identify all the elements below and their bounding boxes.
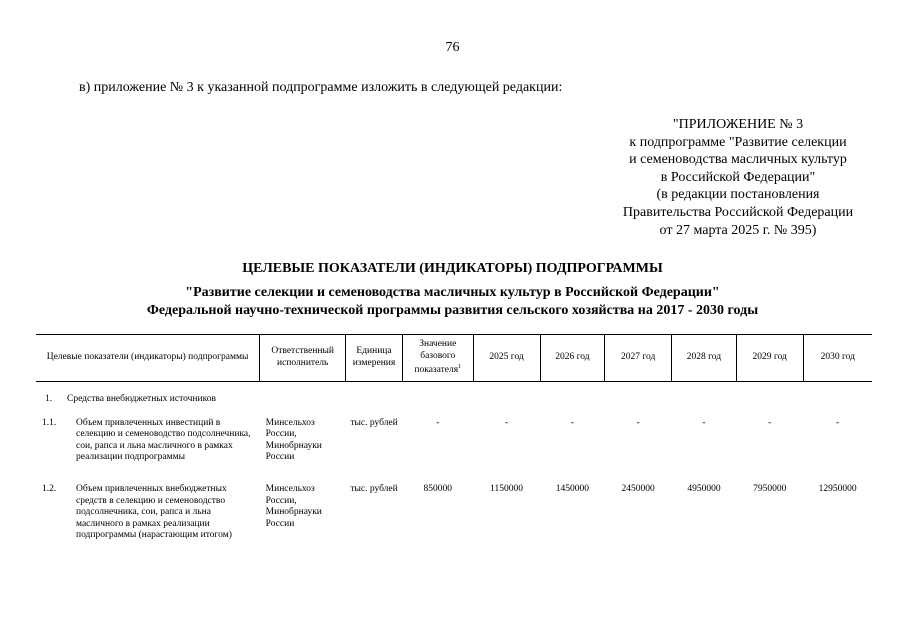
header-base-value-text: Значение базового показателя — [414, 339, 459, 376]
value-2027: 2450000 — [621, 483, 655, 494]
executor-cell: Минсельхоз России, Минобрнауки России — [265, 417, 322, 463]
header-year-2025: 2025 год — [473, 335, 540, 382]
page-number: 76 — [445, 40, 460, 55]
indicator-name: Объем привлеченных инвестиций в селекцию и семеноводство подсолнечника, сои, рапса и льна масличного в рамках реализации подпрограммы — [76, 417, 251, 463]
appendix-line: и семеноводства масличных культур — [629, 152, 847, 168]
value-2030: - — [835, 417, 840, 428]
table-row — [36, 418, 872, 484]
appendix-line: к подпрограмме "Развитие селекции — [629, 134, 847, 150]
header-executor: Ответственный исполнитель — [260, 335, 346, 382]
appendix-line: "ПРИЛОЖЕНИЕ № 3 — [672, 117, 804, 132]
value-2028: 4950000 — [687, 483, 721, 494]
indicator-name: Объем привлеченных внебюджетных средств в селекцию и семеноводство подсолнечника, сои, рапса и льна масличного в рамках реализации подпрограммы (нарастающим итогом) — [76, 483, 232, 541]
base-value-cell: 850000 — [423, 483, 453, 494]
section-number: 1. — [45, 393, 53, 404]
header-year-2029: 2029 год — [736, 335, 803, 382]
indicators-table — [36, 334, 872, 562]
header-base-value — [402, 335, 473, 382]
header-year-2030: 2030 год — [803, 335, 872, 382]
value-2030: 12950000 — [818, 483, 857, 494]
header-year-2026: 2026 год — [540, 335, 605, 382]
value-2026: 1450000 — [555, 483, 589, 494]
section-row — [36, 394, 872, 418]
value-2028: - — [702, 417, 706, 428]
row-number: 1.2. — [42, 483, 57, 494]
indicator-cell — [36, 484, 260, 562]
executor-cell: Минсельхоз России, Минобрнауки России — [265, 483, 322, 529]
document-subtitle-2: Федеральной научно-технической программы развития сельского хозяйства на 2017 - 2030 годы — [146, 303, 759, 318]
section-cell — [36, 394, 872, 418]
intro-text: в) приложение № 3 к указанной подпрограмме изложить в следующей редакции: — [79, 80, 563, 95]
header-year-2027: 2027 год — [605, 335, 672, 382]
value-2029: 7950000 — [753, 483, 787, 494]
appendix-block — [612, 116, 864, 239]
table-header-row — [36, 335, 872, 382]
base-value-cell: - — [436, 417, 440, 428]
document-subtitle: "Развитие селекции и семеноводства масличных культур в Российской Федерации" — [185, 285, 720, 300]
appendix-line: Правительства Российской Федерации — [622, 204, 854, 220]
value-2027: - — [636, 417, 640, 428]
indicator-cell — [36, 418, 260, 484]
header-year-2028: 2028 год — [672, 335, 737, 382]
unit-cell: тыс. рублей — [350, 417, 398, 428]
row-number: 1.1. — [42, 417, 57, 428]
header-unit: Единица измерения — [346, 335, 403, 382]
appendix-line: в Российской Федерации" — [660, 169, 816, 185]
appendix-line: (в редакции постановления — [656, 187, 820, 203]
document-title: ЦЕЛЕВЫЕ ПОКАЗАТЕЛИ (ИНДИКАТОРЫ) ПОДПРОГРАММЫ — [242, 261, 663, 276]
table-row — [36, 484, 872, 562]
value-2025: 1150000 — [490, 483, 524, 494]
section-name: Средства внебюджетных источников — [67, 393, 216, 404]
value-2029: - — [768, 417, 772, 428]
value-2025: - — [505, 417, 509, 428]
header-indicators: Целевые показатели (индикаторы) подпрограммы — [36, 335, 260, 382]
value-2026: - — [570, 417, 574, 428]
footnote-marker: 1 — [458, 364, 462, 371]
unit-cell: тыс. рублей — [350, 483, 398, 494]
appendix-line: от 27 марта 2025 г. № 395) — [659, 222, 817, 238]
